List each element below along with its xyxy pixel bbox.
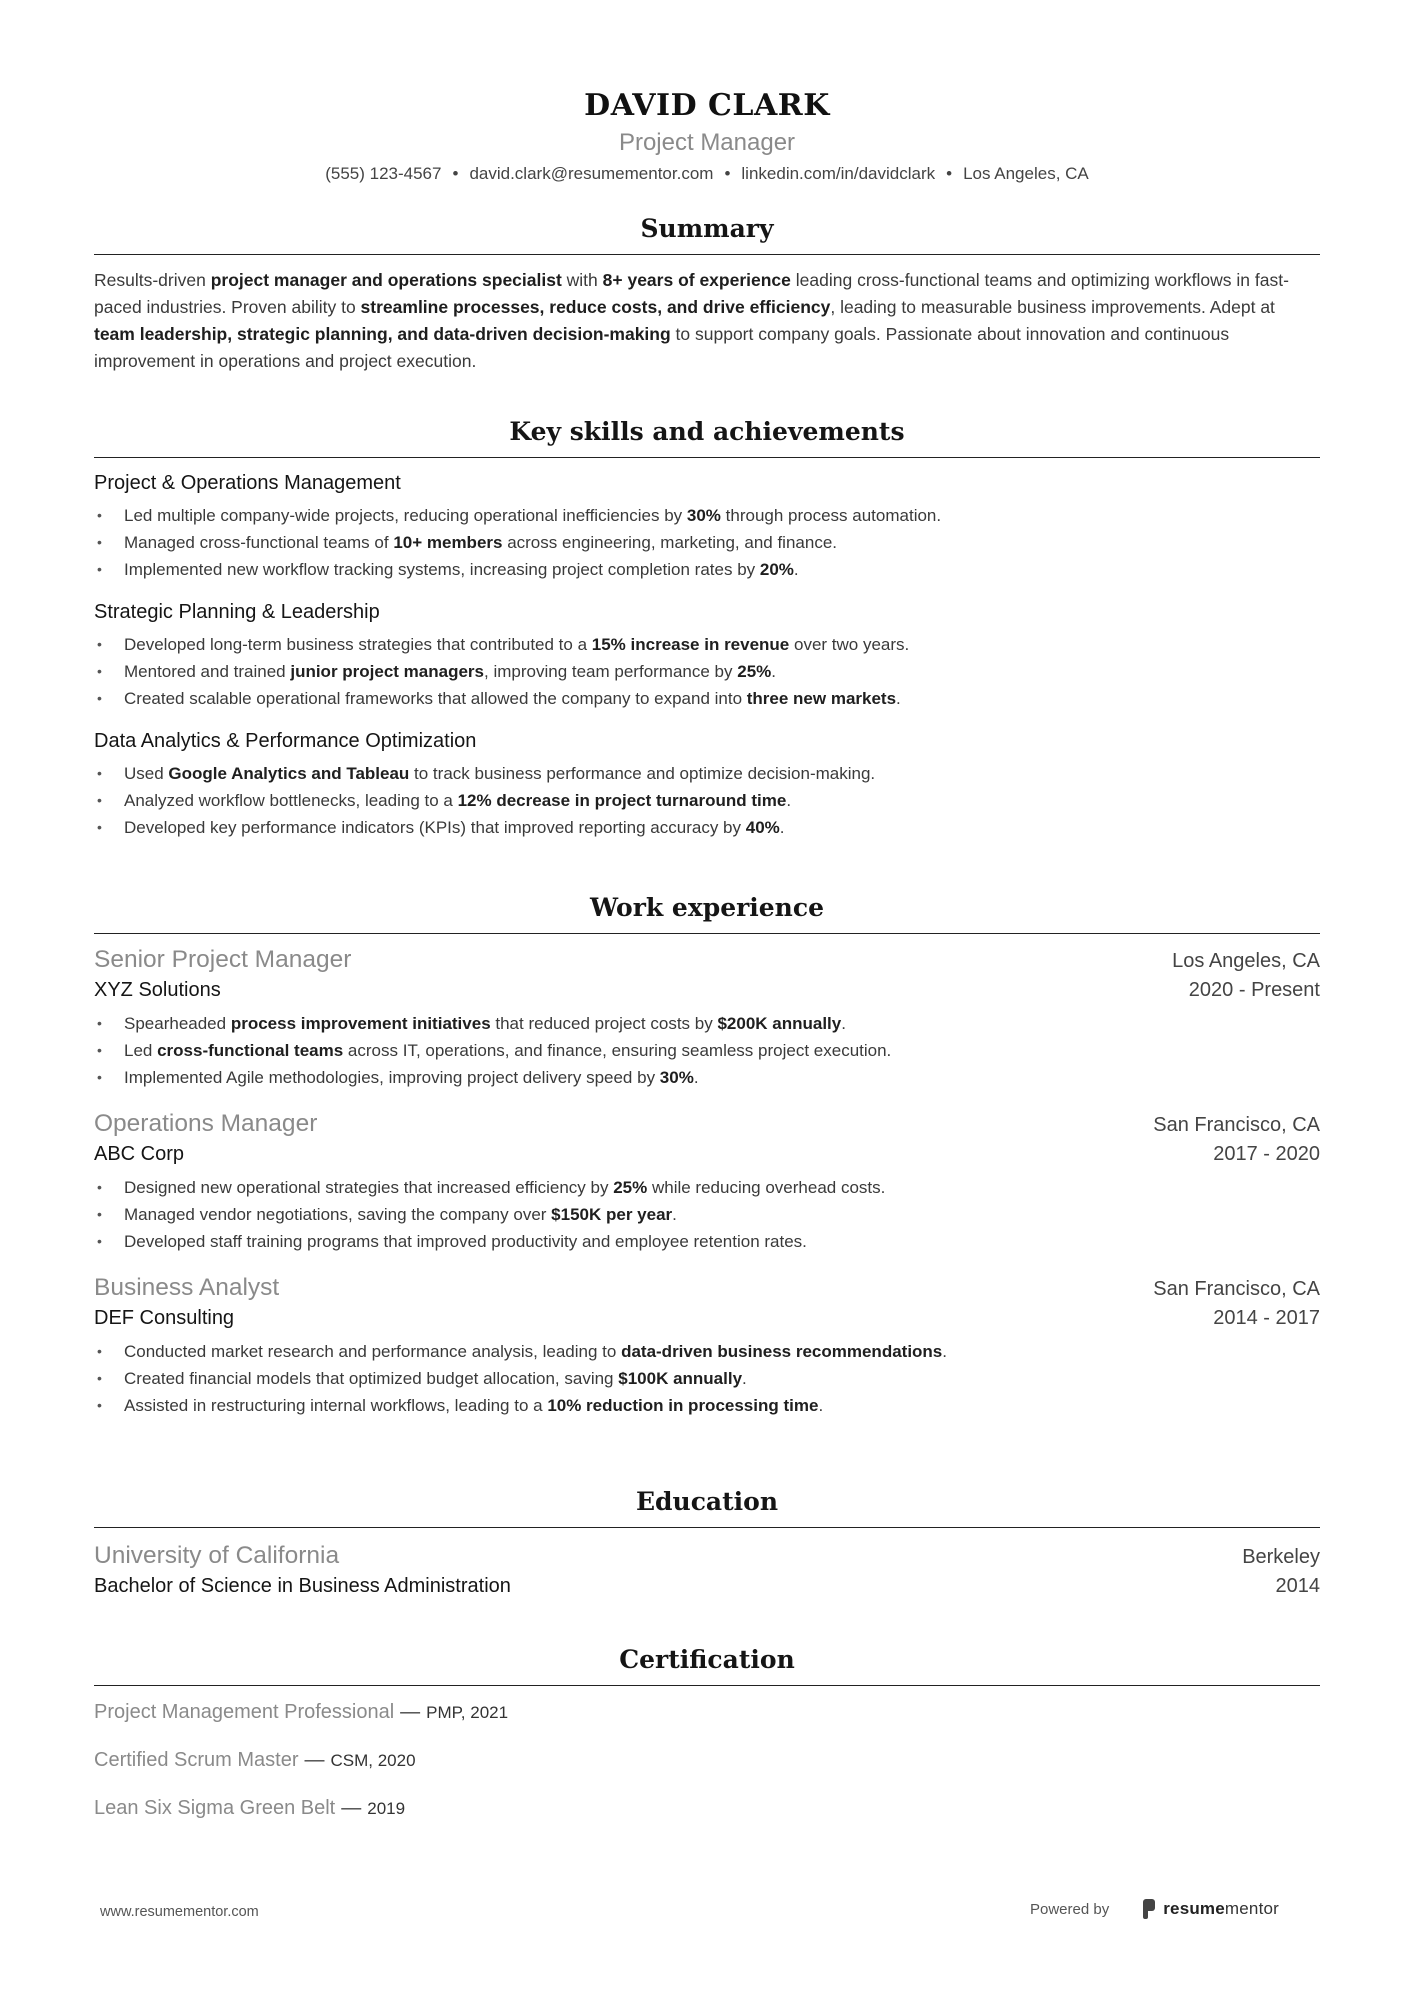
body-text: Mentored and trained — [124, 662, 291, 681]
footer-branding[interactable] — [1030, 1899, 1279, 1919]
job-location: San Francisco, CA — [1153, 1278, 1320, 1300]
body-text: through process automation. — [720, 506, 942, 525]
location-text: Los Angeles, CA — [963, 164, 1089, 183]
bullet-item — [94, 685, 1320, 712]
resumementor-logo-icon — [1143, 1899, 1157, 1919]
skill-group — [94, 728, 1320, 841]
body-text: Led multiple company-wide projects, reducing operational inefficiencies by — [124, 506, 687, 525]
body-text: over two years. — [789, 635, 910, 654]
emphasis-text: $200K annually — [717, 1014, 842, 1033]
body-text: Spearheaded — [124, 1014, 231, 1033]
bullet-item — [94, 529, 1320, 556]
company-name: ABC Corp — [94, 1143, 185, 1165]
emphasis-text: 40% — [745, 818, 780, 837]
bullet-separator: • — [946, 164, 953, 183]
emphasis-text: 25% — [737, 662, 772, 681]
bullet-list — [94, 502, 1320, 583]
body-text: across IT, operations, and finance, ensuring seamless project execution. — [343, 1041, 892, 1060]
job-company-row — [94, 976, 1320, 1004]
skill-group-heading: Strategic Planning & Leadership — [94, 601, 380, 623]
body-text: to track business performance and optimize decision-making. — [409, 764, 876, 783]
certification-name: Certified Scrum Master — [94, 1749, 299, 1771]
education-section — [94, 1487, 1320, 1600]
summary-section — [94, 214, 1320, 375]
job-title: Operations Manager — [94, 1110, 318, 1137]
linkedin-link[interactable]: linkedin.com/in/davidclark — [741, 164, 936, 183]
body-text: across engineering, marketing, and finance. — [502, 533, 837, 552]
section-title: Summary — [94, 214, 1320, 255]
company-name: DEF Consulting — [94, 1307, 235, 1329]
body-text: Led — [124, 1041, 158, 1060]
emphasis-text: 12% decrease in project turnaround time — [457, 791, 787, 810]
education-row — [94, 1572, 1320, 1600]
emphasis-text: 10+ members — [393, 533, 503, 552]
job-title: Senior Project Manager — [94, 946, 352, 973]
bullet-list — [94, 760, 1320, 841]
body-text: Developed staff training programs that improved productivity and employee retention rates. — [124, 1232, 807, 1251]
logo-text-rest: mentor — [1224, 1899, 1280, 1918]
bullet-item — [94, 1365, 1320, 1392]
emphasis-text: 30% — [686, 506, 721, 525]
bullet-item — [94, 1392, 1320, 1419]
certification-item — [94, 1794, 1320, 1842]
powered-by-label: Powered by — [1030, 1900, 1110, 1918]
bullet-list — [94, 631, 1320, 712]
body-text: , leading to measurable business improvements. Adept at — [830, 297, 1275, 317]
body-text: Created financial models that optimized budget allocation, saving — [124, 1369, 619, 1388]
bullet-item — [94, 787, 1320, 814]
job-entry — [94, 944, 1320, 1091]
job-company-row — [94, 1140, 1320, 1168]
certification-detail: PMP, 2021 — [426, 1703, 509, 1722]
body-text: Created scalable operational frameworks that allowed the company to expand into — [124, 689, 747, 708]
school-location: Berkeley — [1242, 1546, 1320, 1568]
body-text: . — [786, 791, 792, 810]
body-text: . — [896, 689, 901, 708]
candidate-name: DAVID CLARK — [584, 88, 830, 123]
bullet-item — [94, 1064, 1320, 1091]
certification-item — [94, 1746, 1320, 1794]
body-text: , improving team performance by — [484, 662, 738, 681]
body-text: to support company goals. Passionate about innovation and continuous improvement in operations and project execution. — [94, 324, 1230, 371]
body-text: . — [841, 1014, 846, 1033]
emphasis-text: 30% — [659, 1068, 694, 1087]
phone-number: (555) 123-4567 — [325, 164, 442, 183]
graduation-year: 2014 — [1275, 1575, 1320, 1597]
emphasis-text: $100K annually — [618, 1369, 743, 1388]
resumementor-logo-text — [1163, 1899, 1279, 1919]
emphasis-text: 25% — [613, 1178, 648, 1197]
skill-group-heading: Project & Operations Management — [94, 472, 401, 494]
body-text: . — [942, 1342, 947, 1361]
job-title-row — [94, 944, 1320, 976]
certification-detail: CSM, 2020 — [330, 1751, 416, 1770]
section-title: Certification — [94, 1645, 1320, 1686]
certification-item — [94, 1698, 1320, 1746]
body-text: Conducted market research and performance analysis, leading to — [124, 1342, 622, 1361]
job-title-row — [94, 1108, 1320, 1140]
body-text: . — [779, 818, 785, 837]
em-dash: — — [341, 1797, 362, 1819]
resume-header — [94, 0, 1320, 186]
job-company-row — [94, 1304, 1320, 1332]
certification-detail: 2019 — [367, 1799, 406, 1818]
cert-body — [94, 1698, 1320, 1842]
bullet-item — [94, 1201, 1320, 1228]
job-dates: 2020 - Present — [1188, 979, 1320, 1001]
body-text: Managed vendor negotiations, saving the company over — [124, 1205, 552, 1224]
section-title: Key skills and achievements — [94, 417, 1320, 458]
company-name: XYZ Solutions — [94, 979, 221, 1001]
body-text: . — [672, 1205, 677, 1224]
candidate-role: Project Manager — [618, 129, 796, 156]
footer-website-link[interactable]: www.resumementor.com — [100, 1904, 259, 1920]
body-text: . — [742, 1369, 747, 1388]
bullet-list — [94, 1010, 1320, 1091]
bullet-item — [94, 1037, 1320, 1064]
bullet-item — [94, 1174, 1320, 1201]
bullet-item — [94, 658, 1320, 685]
bullet-item — [94, 1228, 1320, 1255]
body-text: Implemented Agile methodologies, improving project delivery speed by — [124, 1068, 660, 1087]
job-location: Los Angeles, CA — [1172, 950, 1320, 972]
body-text: Developed long-term business strategies that contributed to a — [124, 635, 592, 654]
body-text: . — [818, 1396, 824, 1415]
job-dates: 2017 - 2020 — [1213, 1143, 1320, 1165]
job-entry — [94, 1272, 1320, 1419]
skills-section — [94, 417, 1320, 841]
school-name: University of California — [94, 1542, 340, 1569]
emphasis-text: streamline processes, reduce costs, and drive efficiency — [360, 297, 831, 317]
certification-name: Lean Six Sigma Green Belt — [94, 1797, 336, 1819]
certification-section — [94, 1645, 1320, 1842]
emphasis-text: data-driven business recommendations — [621, 1342, 943, 1361]
body-text: Designed new operational strategies that increased efficiency by — [124, 1178, 614, 1197]
emphasis-text: cross-functional teams — [157, 1041, 344, 1060]
job-title: Business Analyst — [94, 1274, 280, 1301]
skill-group-heading: Data Analytics & Performance Optimization — [94, 730, 477, 752]
logo-text-bold: resume — [1163, 1899, 1225, 1918]
email-link[interactable]: david.clark@resumementor.com — [469, 164, 714, 183]
resume-page — [94, 0, 1320, 1819]
body-text: . — [693, 1068, 699, 1087]
experience-section — [94, 893, 1320, 1419]
skill-group — [94, 599, 1320, 712]
bullet-list — [94, 1174, 1320, 1255]
bullet-list — [94, 1338, 1320, 1419]
emphasis-text: process improvement initiatives — [230, 1014, 491, 1033]
section-title: Work experience — [94, 893, 1320, 934]
education-row — [94, 1540, 1320, 1572]
body-text: that reduced project costs by — [490, 1014, 718, 1033]
section-title: Education — [94, 1487, 1320, 1528]
body-text: while reducing overhead costs. — [647, 1178, 886, 1197]
degree-name: Bachelor of Science in Business Administration — [94, 1575, 511, 1597]
bullet-separator: • — [452, 164, 459, 183]
body-text: . — [793, 560, 799, 579]
emphasis-text: Google Analytics and Tableau — [168, 764, 410, 783]
body-text: Assisted in restructuring internal workflows, leading to a — [124, 1396, 548, 1415]
body-text: Implemented new workflow tracking systems, increasing project completion rates by — [124, 560, 760, 579]
body-text: Managed cross-functional teams of — [124, 533, 394, 552]
emphasis-text: team leadership, strategic planning, and data-driven decision-making — [94, 324, 671, 344]
emphasis-text: 8+ years of experience — [602, 270, 791, 290]
body-text: Developed key performance indicators (KPIs) that improved reporting accuracy by — [124, 818, 746, 837]
bullet-item — [94, 502, 1320, 529]
bullet-item — [94, 631, 1320, 658]
summary-paragraph — [94, 267, 1320, 375]
emphasis-text: three new markets — [746, 689, 897, 708]
emphasis-text: $150K per year — [551, 1205, 673, 1224]
body-text: with — [561, 270, 603, 290]
job-title-row — [94, 1272, 1320, 1304]
bullet-item — [94, 814, 1320, 841]
job-entry — [94, 1108, 1320, 1255]
body-text: leading cross-functional teams and optimizing workflows in fast-paced industries. Proven ability to — [94, 270, 1289, 317]
job-dates: 2014 - 2017 — [1213, 1307, 1320, 1329]
bullet-item — [94, 1010, 1320, 1037]
emphasis-text: junior project managers — [290, 662, 485, 681]
contact-line — [94, 162, 1320, 186]
bullet-item — [94, 556, 1320, 583]
emphasis-text: 20% — [759, 560, 794, 579]
bullet-item — [94, 760, 1320, 787]
body-text: . — [771, 662, 776, 681]
emphasis-text: 10% reduction in processing time — [547, 1396, 819, 1415]
body-text: Used — [124, 764, 169, 783]
skills-body — [94, 470, 1320, 841]
bullet-item — [94, 1338, 1320, 1365]
body-text: Results-driven — [94, 270, 211, 290]
body-text: Analyzed workflow bottlenecks, leading to a — [124, 791, 458, 810]
bullet-separator: • — [724, 164, 731, 183]
jobs-body — [94, 944, 1320, 1419]
certification-name: Project Management Professional — [94, 1701, 395, 1723]
emphasis-text: 15% increase in revenue — [591, 635, 790, 654]
skill-group — [94, 470, 1320, 583]
emphasis-text: project manager and operations specialist — [210, 270, 562, 290]
job-location: San Francisco, CA — [1153, 1114, 1320, 1136]
em-dash: — — [400, 1701, 421, 1723]
em-dash: — — [304, 1749, 325, 1771]
